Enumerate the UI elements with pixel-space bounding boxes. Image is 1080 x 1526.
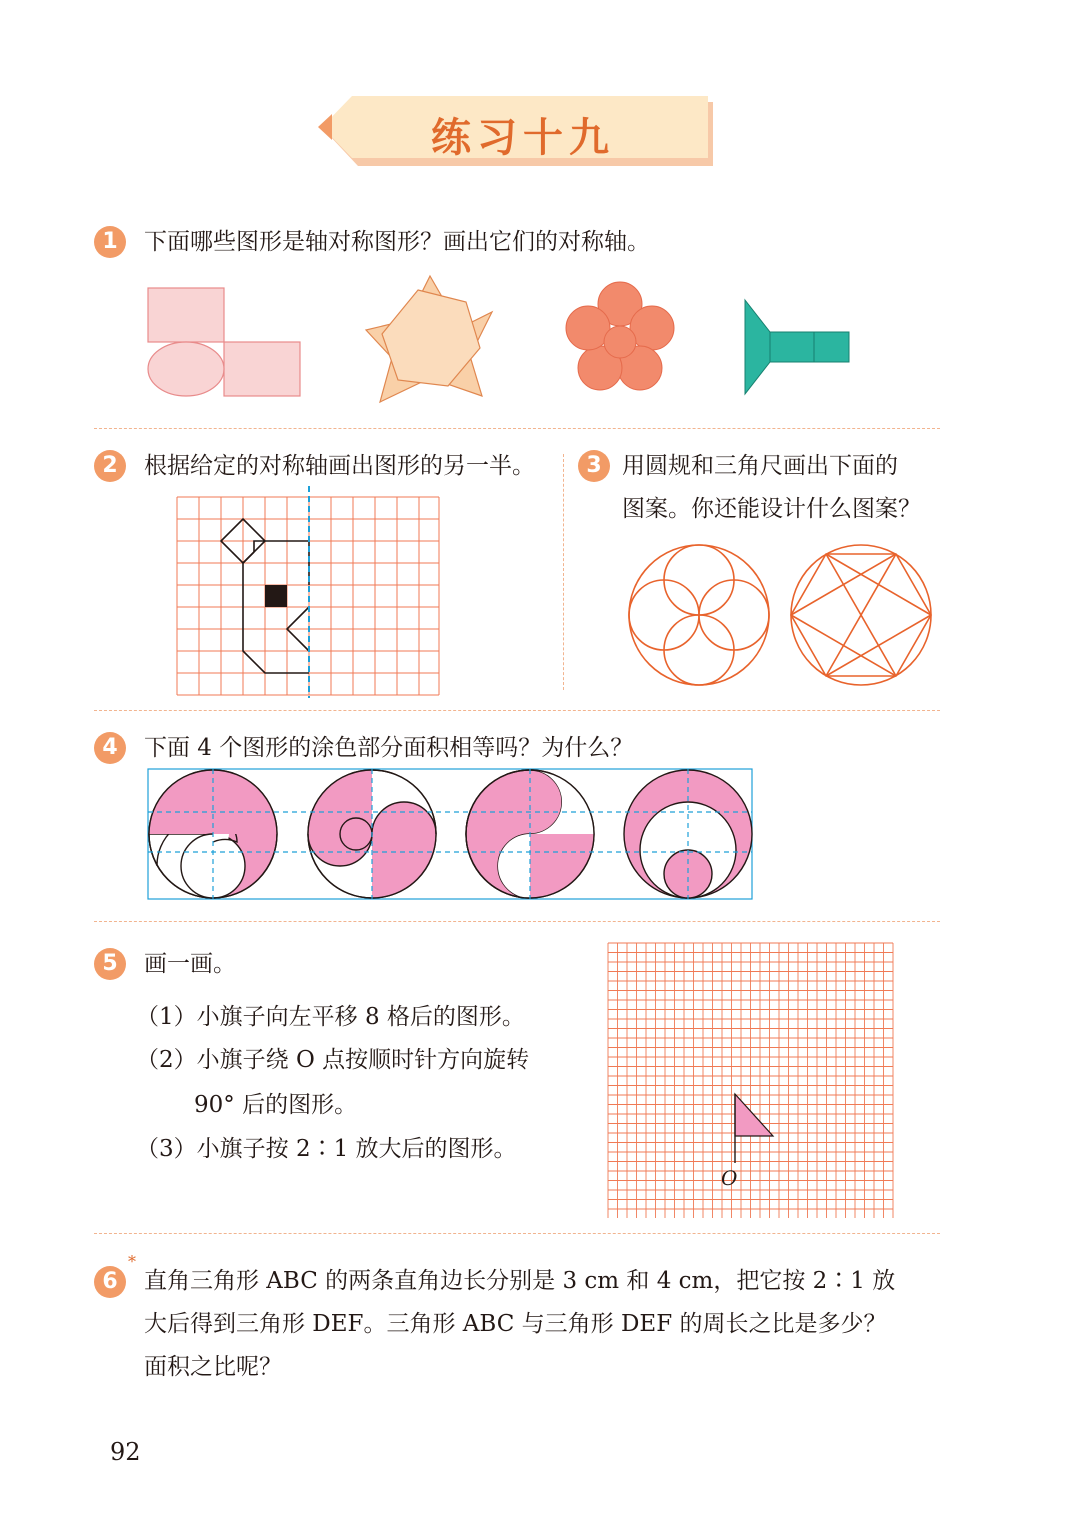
q1-shape-star xyxy=(366,276,492,402)
q3-circle-flower xyxy=(629,545,769,685)
q5-item-2-text: 小旗子绕 O 点按顺时针方向旋转 xyxy=(196,1047,530,1073)
title-banner xyxy=(318,96,718,166)
page-title: 练习十九 xyxy=(431,115,615,161)
page-number: 92 xyxy=(110,1438,141,1466)
q3-figures xyxy=(624,540,940,690)
q5-item-1-text: 小旗子向左平移 8 格后的图形。 xyxy=(196,1004,525,1030)
q1-figures xyxy=(140,270,860,410)
q5-item-1 xyxy=(136,996,525,1038)
q5-item-3-text: 小旗子按 2∶1 放大后的图形。 xyxy=(196,1136,517,1162)
question-3-text-line1: 用圆规和三角尺画出下面的 xyxy=(622,453,898,479)
question-number-4: 4 xyxy=(94,732,126,764)
divider-1 xyxy=(94,428,940,429)
q1-shape-flower xyxy=(566,282,674,390)
question-6-line3: 面积之比呢？ xyxy=(144,1354,282,1380)
question-number-2: 2 xyxy=(94,450,126,482)
q2-grid-figure xyxy=(176,486,442,698)
question-number-5: 5 xyxy=(94,948,126,980)
q5-item-3 xyxy=(136,1128,517,1170)
question-2-text: 根据给定的对称轴画出图形的另一半。 xyxy=(144,453,535,479)
question-4-text: 下面 4 个图形的涂色部分面积相等吗？为什么？ xyxy=(144,735,634,761)
divider-vertical xyxy=(563,454,564,690)
q5-flag xyxy=(735,1094,773,1136)
q3-circle-star xyxy=(791,545,931,685)
question-number-1: 1 xyxy=(94,226,126,258)
q5-item-2 xyxy=(136,1039,529,1081)
divider-3 xyxy=(94,921,940,922)
q5-point-o-label: O xyxy=(721,1166,738,1190)
question-6-line2: 大后得到三角形 DEF。三角形 ABC 与三角形 DEF 的周长之比是多少？ xyxy=(144,1311,887,1337)
q5-item-3-label: （3） xyxy=(136,1136,197,1162)
q6-star: * xyxy=(128,1252,136,1271)
question-6-line1: 直角三角形 ABC 的两条直角边长分别是 3 cm 和 4 cm，把它按 2∶1 放 xyxy=(144,1268,896,1294)
q5-item-2-label: （2） xyxy=(136,1047,197,1073)
q1-shape-teal xyxy=(745,300,849,394)
q5-grid-figure xyxy=(607,942,897,1218)
q4-figures xyxy=(147,768,755,902)
question-1-text: 下面哪些图形是轴对称图形？画出它们的对称轴。 xyxy=(144,229,650,255)
q1-shape-rect-ellipse xyxy=(148,288,300,396)
q5-item-1-label: （1） xyxy=(136,1004,197,1030)
divider-2 xyxy=(94,710,940,711)
question-5-text: 画一画。 xyxy=(144,951,236,977)
question-number-3: 3 xyxy=(578,450,610,482)
q5-grid xyxy=(608,943,893,1218)
q2-black-square xyxy=(265,585,287,607)
question-number-6: 6 xyxy=(94,1266,126,1298)
divider-4 xyxy=(94,1233,940,1234)
question-3-text-line2: 图案。你还能设计什么图案？ xyxy=(622,496,921,522)
q5-item-2-cont: 90° 后的图形。 xyxy=(194,1092,358,1118)
